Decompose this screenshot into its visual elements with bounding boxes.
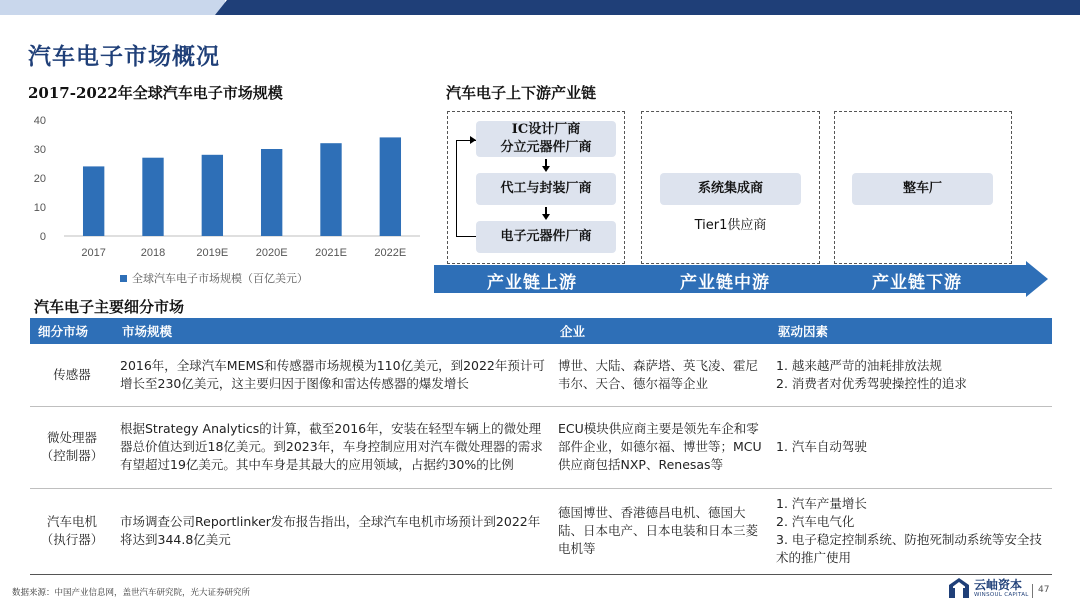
arrow-head-1	[542, 166, 550, 172]
y-tick-label: 40	[33, 115, 46, 127]
chart-legend	[120, 270, 308, 286]
top-decor-bar	[0, 0, 1080, 15]
bar-2019E	[202, 155, 223, 236]
page-number: 47	[1038, 585, 1050, 595]
y-tick-label: 10	[33, 202, 46, 214]
chain-section-title: 汽车电子上下游产业链	[446, 84, 597, 102]
x-tick-label: 2022E	[374, 247, 407, 259]
stage-upstream: 产业链上游	[487, 273, 577, 293]
companies-cell: 博世、大陆、森萨塔、英飞凌、霍尼韦尔、天合、德尔福等企业	[552, 344, 770, 406]
market-size-chart	[28, 108, 428, 293]
driver-item: 1. 越来越严苛的油耗排放法规	[776, 357, 942, 373]
driver-item: 1. 汽车产量增长	[776, 496, 867, 511]
segment-subname: （执行器）	[40, 532, 104, 547]
table-row	[30, 406, 1052, 488]
header-drivers: 驱动因素	[770, 318, 1052, 344]
segment-subname: （控制器）	[40, 448, 104, 463]
page-title: 汽车电子市场概况	[28, 44, 220, 70]
segment-cell	[30, 344, 114, 406]
y-tick-label: 30	[33, 144, 46, 156]
driver-item: 3. 电子稳定控制系统、防抱死制动系统等安全技术的推广使用	[776, 532, 1042, 565]
top-bar-light	[0, 0, 225, 15]
table-header-row	[30, 318, 1052, 344]
legend-swatch	[120, 275, 127, 282]
header-companies: 企业	[552, 318, 770, 344]
segment-cell	[30, 488, 114, 574]
bar-2021E	[320, 143, 341, 236]
companies-cell: ECU模块供应商主要是领先车企和零部件企业，如德尔福、博世等；MCU供应商包括NXP、Renesas等	[552, 406, 770, 488]
x-tick-label: 2021E	[315, 247, 347, 259]
feedback-loop-line	[456, 140, 476, 237]
oem-node: 整车厂	[852, 173, 993, 205]
segment-name: 微处理器	[46, 430, 97, 445]
bar-2018	[142, 158, 163, 236]
segment-cell	[30, 406, 114, 488]
feedback-loop-arrowhead	[470, 136, 476, 144]
drivers-cell	[770, 344, 1052, 406]
x-tick-label: 2019E	[196, 247, 229, 259]
y-tick-label: 0	[39, 231, 46, 243]
tier1-supplier-note: Tier1供应商	[694, 218, 767, 233]
market-size-cell: 根据Strategy Analytics的计算，截至2016年，安装在轻型车辆上的微处理器总价值达到近18亿美元。到2023年，车身控制应用对汽车微处理器的需求有望超过19亿美元。其中车身是其最大的应用领域，占据约30%的比例	[114, 406, 552, 488]
logo-en-text: WINSOUL CAPITAL	[974, 591, 1029, 598]
header-segment: 细分市场	[30, 318, 114, 344]
driver-item: 2. 汽车电气化	[776, 514, 855, 529]
driver-item: 1. 汽车自动驾驶	[776, 439, 867, 454]
stage-downstream: 产业链下游	[872, 273, 962, 293]
foundry-packaging-node: 代工与封装厂商	[476, 173, 616, 205]
chart-section-title: 2017-2022年全球汽车电子市场规模	[28, 84, 283, 102]
company-logo	[948, 577, 1029, 599]
ic-design-node	[476, 121, 616, 157]
market-size-cell: 2016年，全球汽车MEMS和传感器市场规模为110亿美元，到2022年预计可增长至230亿美元，这主要归因于图像和雷达传感器的爆发增长	[114, 344, 552, 406]
x-tick-label: 2020E	[255, 247, 288, 259]
companies-cell: 德国博世、香港德昌电机、德国大陆、日本电产、日本电装和日本三菱电机等	[552, 488, 770, 574]
segment-table	[30, 318, 1052, 575]
chart-svg	[28, 108, 428, 293]
market-size-cell: 市场调查公司Reportlinker发布报告指出，全球汽车电机市场预计到2022年将达到344.8亿美元	[114, 488, 552, 574]
bar-2017	[83, 166, 104, 236]
electronic-component-node: 电子元器件厂商	[476, 221, 616, 253]
drivers-cell	[770, 488, 1052, 574]
y-tick-label: 20	[33, 173, 46, 185]
legend-label: 全球汽车电子市场规模（百亿美元）	[132, 272, 308, 285]
segment-name: 传感器	[53, 366, 91, 382]
x-tick-label: 2018	[140, 247, 166, 259]
logo-cn-text: 云岫资本	[974, 577, 1023, 592]
data-source-note: 数据来源：中国产业信息网，盖世汽车研究院，光大证券研究所	[12, 588, 251, 598]
bar-2022E	[380, 137, 401, 236]
table-row	[30, 488, 1052, 574]
segment-name: 汽车电机	[46, 514, 97, 529]
table-row	[30, 344, 1052, 406]
table-section-title: 汽车电子主要细分市场	[34, 298, 185, 316]
system-integrator-node: 系统集成商	[660, 173, 801, 205]
discrete-component-label: 分立元器件厂商	[500, 140, 592, 155]
bar-2020E	[261, 149, 282, 236]
driver-item: 2. 消费者对优秀驾驶操控性的追求	[776, 375, 967, 391]
top-bar-dark	[215, 0, 1080, 15]
ic-design-label: IC设计厂商	[511, 122, 581, 137]
x-tick-label: 2017	[81, 247, 106, 259]
logo-mark-icon	[948, 577, 970, 599]
drivers-cell	[770, 406, 1052, 488]
stage-midstream: 产业链中游	[680, 273, 770, 293]
header-market-size: 市场规模	[114, 318, 552, 344]
arrow-head-2	[542, 214, 550, 220]
page-number-divider	[1032, 584, 1033, 598]
